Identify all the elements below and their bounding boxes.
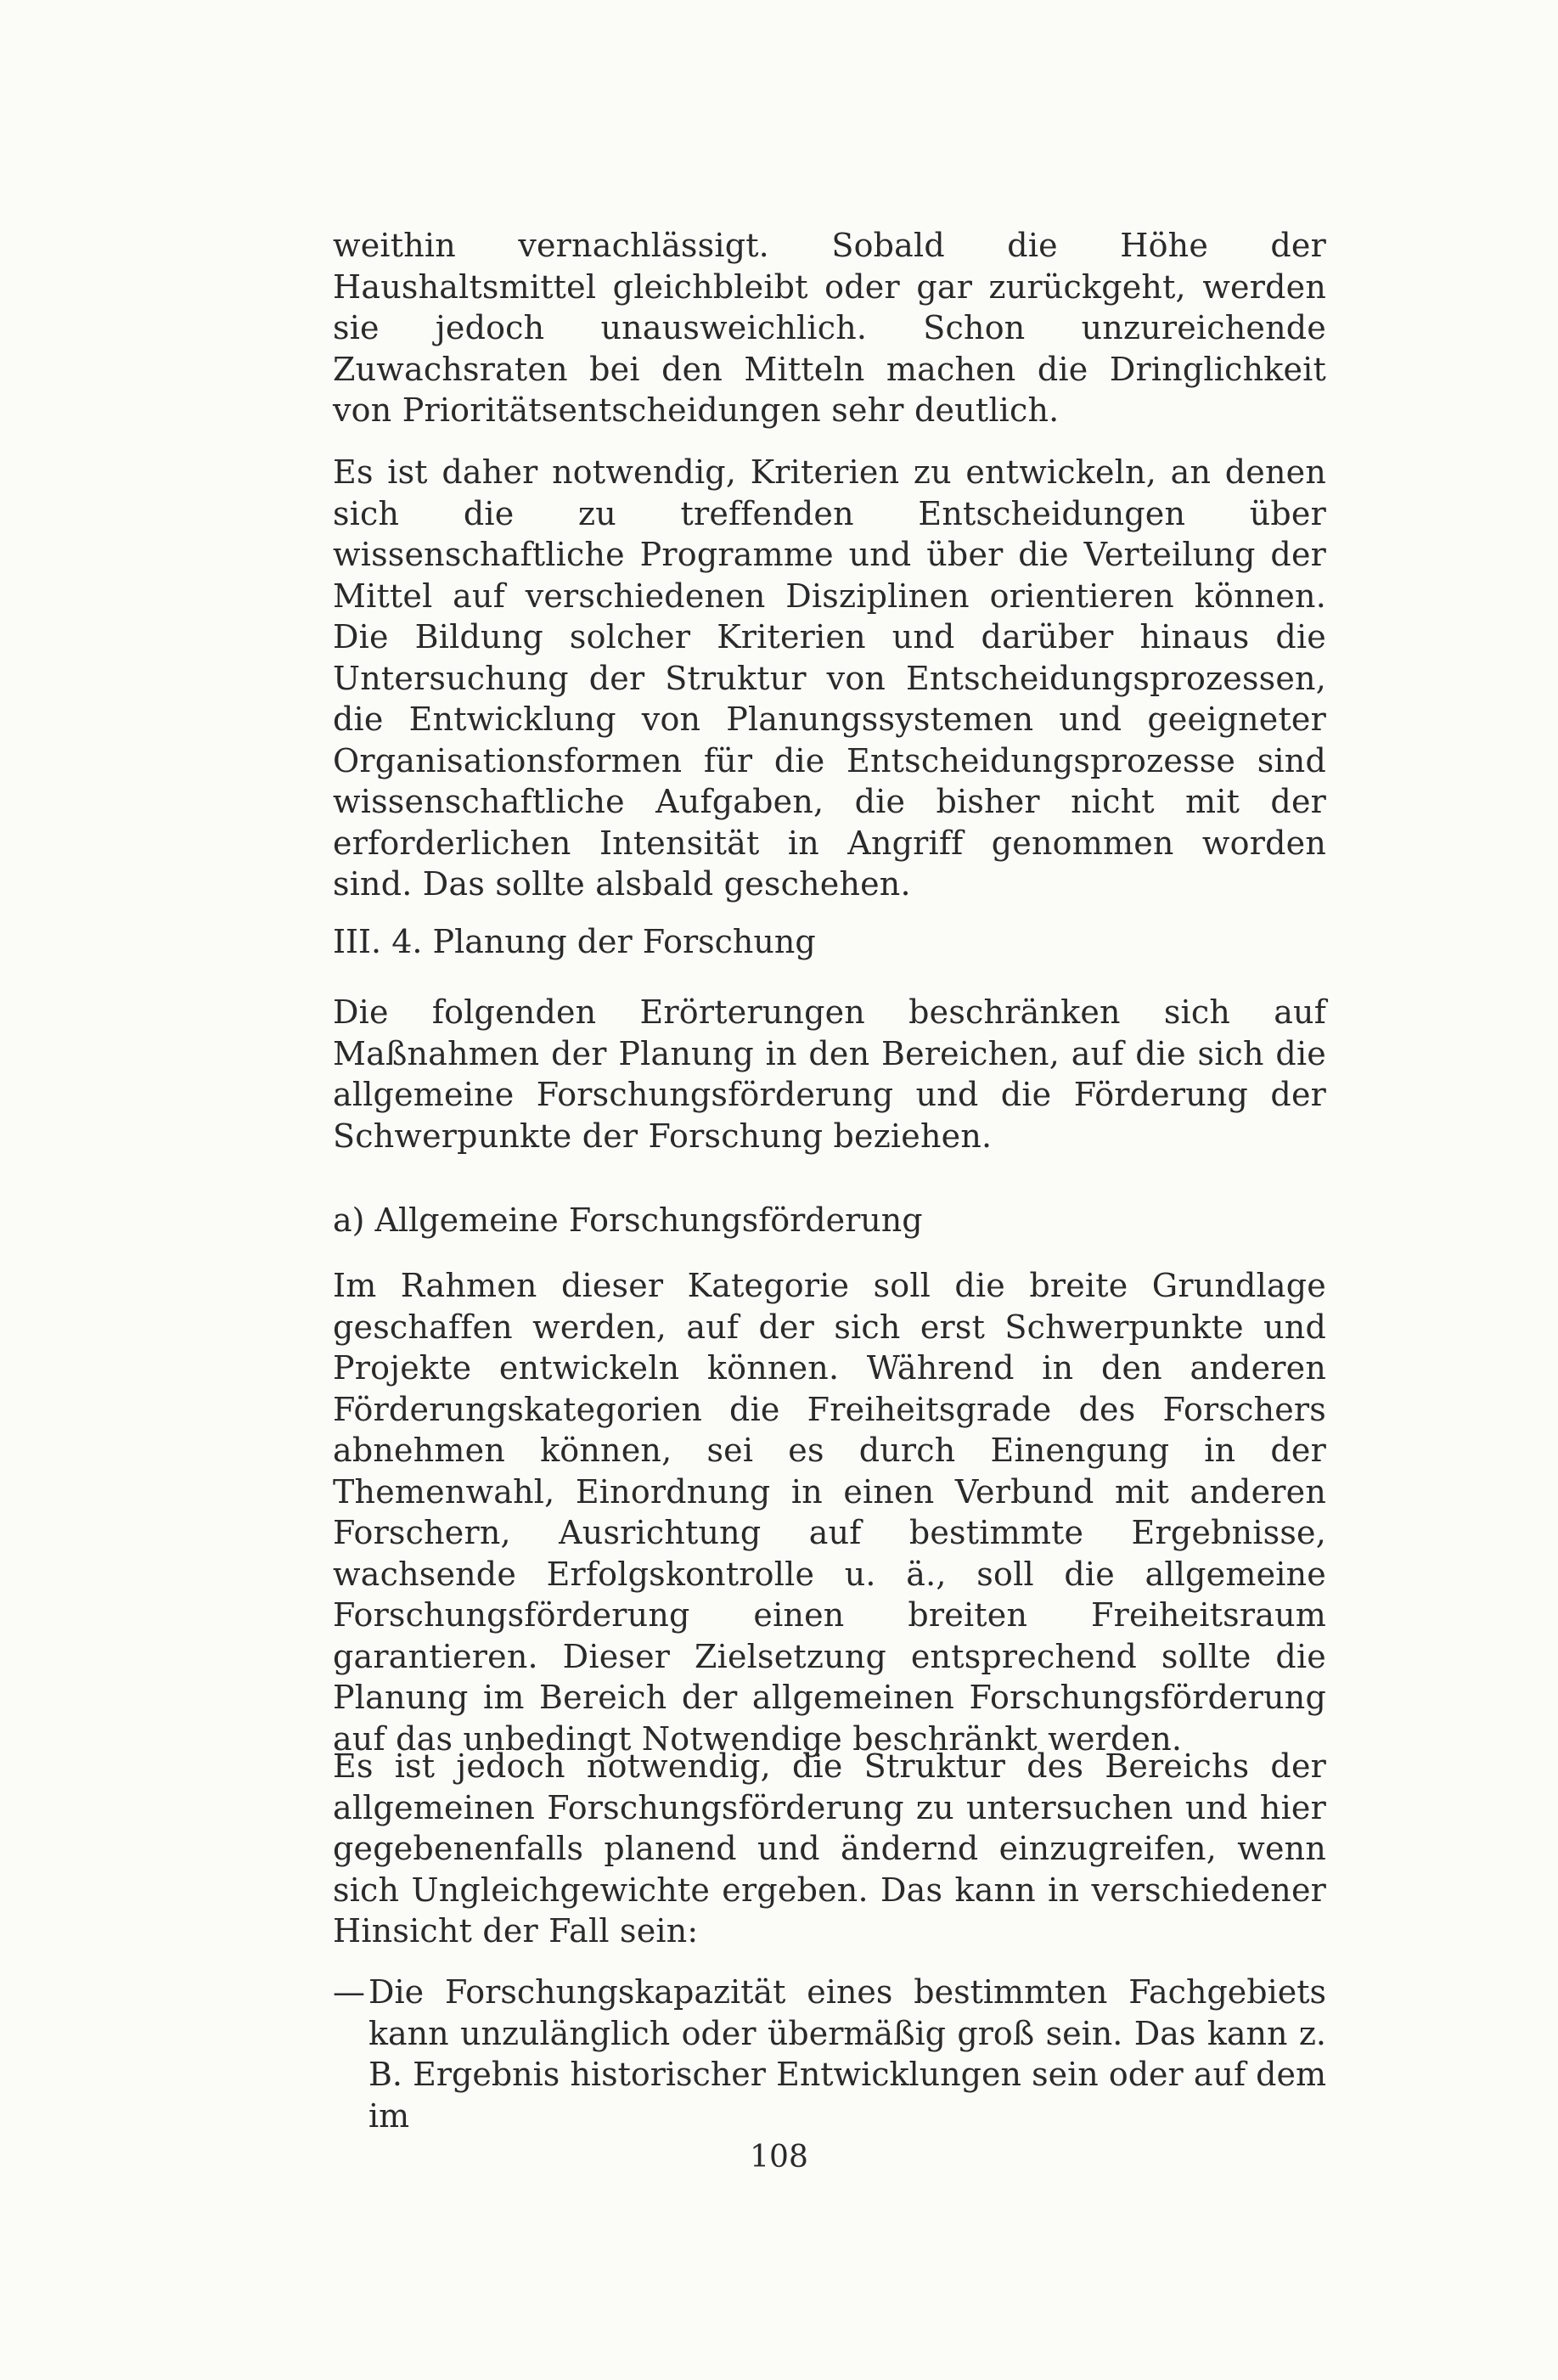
paragraph-structure: Es ist jedoch notwendig, die Struktur des Bereichs der allgemeinen Forschungsförderung zu untersuchen und hier gegebenenfalls planend und ändernd einzugreifen, wenn sich Ungleichgewichte ergeben. Das kann in verschiedener Hinsicht der Fall sein: [333,1747,1326,1950]
paragraph-scope: Die folgenden Erörterungen beschränken sich auf Maßnahmen der Planung in den Bereichen, auf die sich die allgemeine Forschungsförderung und die Förderung der Schwerpunkte der Forschung beziehen. [333,993,1326,1155]
paragraph-general-funding: Im Rahmen dieser Kategorie soll die breite Grundlage geschaffen werden, auf der sich erst Schwerpunkte und Projekte entwickeln können. Während in den anderen Förderungskategorien die Freiheitsgrade des Forschers abnehmen können, sei es durch Einengung in der Themenwahl, Einordnung in einen Verbund mit anderen Forschern, Ausrichtung auf bestimmte Ergebnisse, wachsende Erfolgskontrolle u. ä., soll die allgemeine Forschungsförderung einen breiten Freiheitsraum garantieren. Dieser Zielsetzung entsprechend sollte die Planung im Bereich der allgemeinen Forschungsförderung auf das unbedingt Notwendige beschränkt werden. [333,1267,1326,1758]
list-item-text: Die Forschungskapazität eines bestimmten Fachgebiets kann unzulänglich oder übermäßig groß sein. Das kann z. B. Ergebnis historischer Entwicklungen sein oder auf dem im [368,1973,1326,2135]
page-number: 108 [750,2140,808,2175]
paragraph-criteria: Es ist daher notwendig, Kriterien zu entwickeln, an denen sich die zu treffenden Entscheidungen über wissenschaftliche Programme und über die Verteilung der Mittel auf verschiedenen Disziplinen orientieren können. Die Bildung solcher Kriterien und darüber hinaus die Untersuchung der Struktur von Entscheidungsprozessen, die Entwicklung von Planungssystemen und geeigneter Organisationsformen für die Entscheidungsprozesse sind wissenschaftliche Aufgaben, die bisher nicht mit der erforderlichen Intensität in Angriff genommen worden sind. Das sollte alsbald geschehen. [333,453,1326,903]
list-dash: — [333,1973,365,2011]
paragraph-budget-priorities: weithin vernachlässigt. Sobald die Höhe der Haushaltsmittel gleichbleibt oder gar zurückgeht, werden sie jedoch unausweichlich. Schon unzureichende Zuwachsraten bei den Mitteln machen die Dringlichkeit von Prioritätsentscheidungen sehr deutlich. [333,227,1326,429]
section-heading: III. 4. Planung der Forschung [333,923,816,960]
list-item [333,1972,1326,2136]
subsection-heading: a) Allgemeine Forschungsförderung [333,1201,923,1239]
